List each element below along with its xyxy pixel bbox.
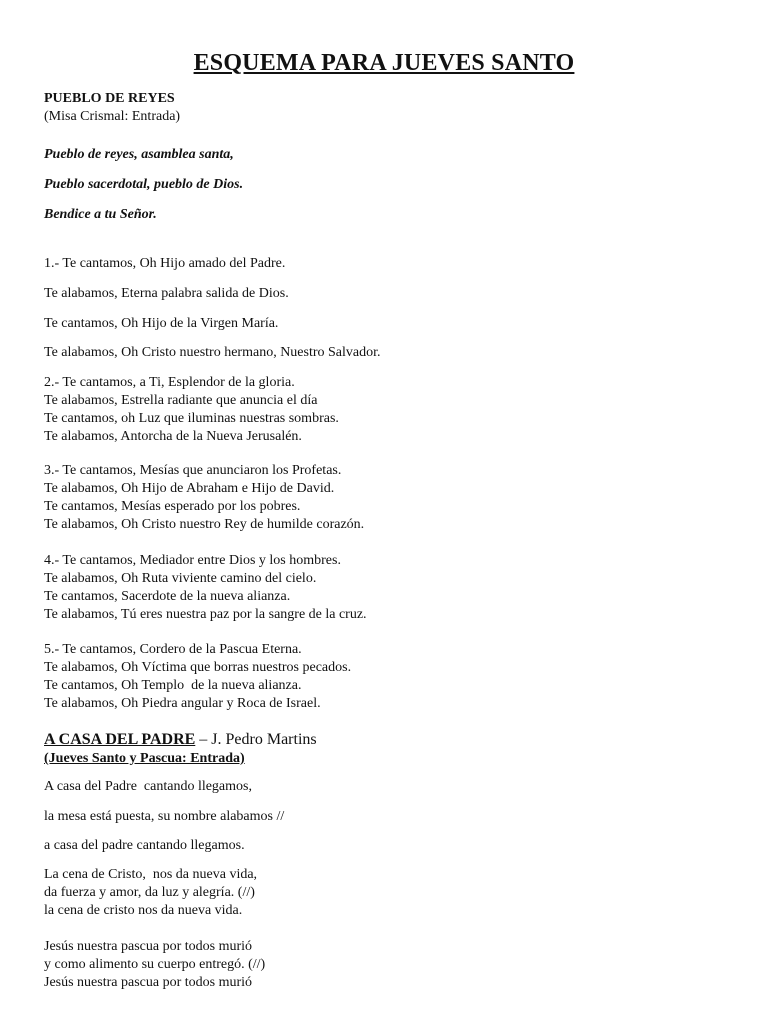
song1-verse1-line: 1.- Te cantamos, Oh Hijo amado del Padre. <box>44 256 286 271</box>
song1-verse4-line: Te alabamos, Oh Ruta viviente camino del cielo. <box>44 571 317 586</box>
song2-chorus-line: la mesa está puesta, su nombre alabamos // <box>44 809 285 824</box>
song1-verse3-line: Te alabamos, Oh Hijo de Abraham e Hijo de David. <box>44 481 335 496</box>
song2-title: A CASA DEL PADRE <box>44 731 196 748</box>
song2-heading <box>44 731 317 749</box>
song1-verse3-line: Te alabamos, Oh Cristo nuestro Rey de humilde corazón. <box>44 517 365 532</box>
song1-chorus-line: Pueblo sacerdotal, pueblo de Dios. <box>44 177 244 192</box>
song1-verse2-line: Te alabamos, Antorcha de la Nueva Jerusalén. <box>44 429 302 444</box>
song1-verse1-line: Te alabamos, Oh Cristo nuestro hermano, Nuestro Salvador. <box>44 345 381 360</box>
song2-verse2-line: Jesús nuestra pascua por todos murió <box>44 975 253 990</box>
document-title: ESQUEMA PARA JUEVES SANTO <box>193 50 575 76</box>
song1-verse4-line: 4.- Te cantamos, Mediador entre Dios y los hombres. <box>44 553 341 568</box>
song2-verse1-line: La cena de Cristo, nos da nueva vida, <box>44 867 258 882</box>
song1-verse1-line: Te cantamos, Oh Hijo de la Virgen María. <box>44 316 279 331</box>
song1-verse2-line: Te alabamos, Estrella radiante que anuncia el día <box>44 393 318 408</box>
song1-verse2-line: 2.- Te cantamos, a Ti, Esplendor de la gloria. <box>44 375 295 390</box>
song1-verse5-line: Te cantamos, Oh Templo de la nueva alianza. <box>44 678 302 693</box>
song2-verse2-line: Jesús nuestra pascua por todos murió <box>44 939 253 954</box>
song1-verse1-line: Te alabamos, Eterna palabra salida de Dios. <box>44 286 289 301</box>
song1-verse2-line: Te cantamos, oh Luz que iluminas nuestras sombras. <box>44 411 339 426</box>
song2-chorus-line: A casa del Padre cantando llegamos, <box>44 779 252 794</box>
song2-subtitle: (Jueves Santo y Pascua: Entrada) <box>44 751 245 766</box>
song1-verse4-line: Te cantamos, Sacerdote de la nueva alianza. <box>44 589 291 604</box>
song1-verse5-line: Te alabamos, Oh Piedra angular y Roca de Israel. <box>44 696 321 711</box>
song2-verse2-line: y como alimento su cuerpo entregó. (//) <box>44 957 266 972</box>
song1-verse3-line: 3.- Te cantamos, Mesías que anunciaron los Profetas. <box>44 463 342 478</box>
song1-subtitle: (Misa Crismal: Entrada) <box>44 109 181 124</box>
song1-verse4-line: Te alabamos, Tú eres nuestra paz por la sangre de la cruz. <box>44 607 367 622</box>
song1-verse5-line: 5.- Te cantamos, Cordero de la Pascua Eterna. <box>44 642 302 657</box>
song1-chorus-line: Pueblo de reyes, asamblea santa, <box>44 147 234 162</box>
song2-chorus-line: a casa del padre cantando llegamos. <box>44 838 245 853</box>
song1-title: PUEBLO DE REYES <box>44 91 175 106</box>
song2-verse1-line: la cena de cristo nos da nueva vida. <box>44 903 243 918</box>
song2-author: – J. Pedro Martins <box>195 731 317 748</box>
song1-verse3-line: Te cantamos, Mesías esperado por los pobres. <box>44 499 301 514</box>
song1-verse5-line: Te alabamos, Oh Víctima que borras nuestros pecados. <box>44 660 352 675</box>
song1-chorus-line: Bendice a tu Señor. <box>44 207 157 222</box>
song2-verse1-line: da fuerza y amor, da luz y alegría. (//) <box>44 885 255 900</box>
